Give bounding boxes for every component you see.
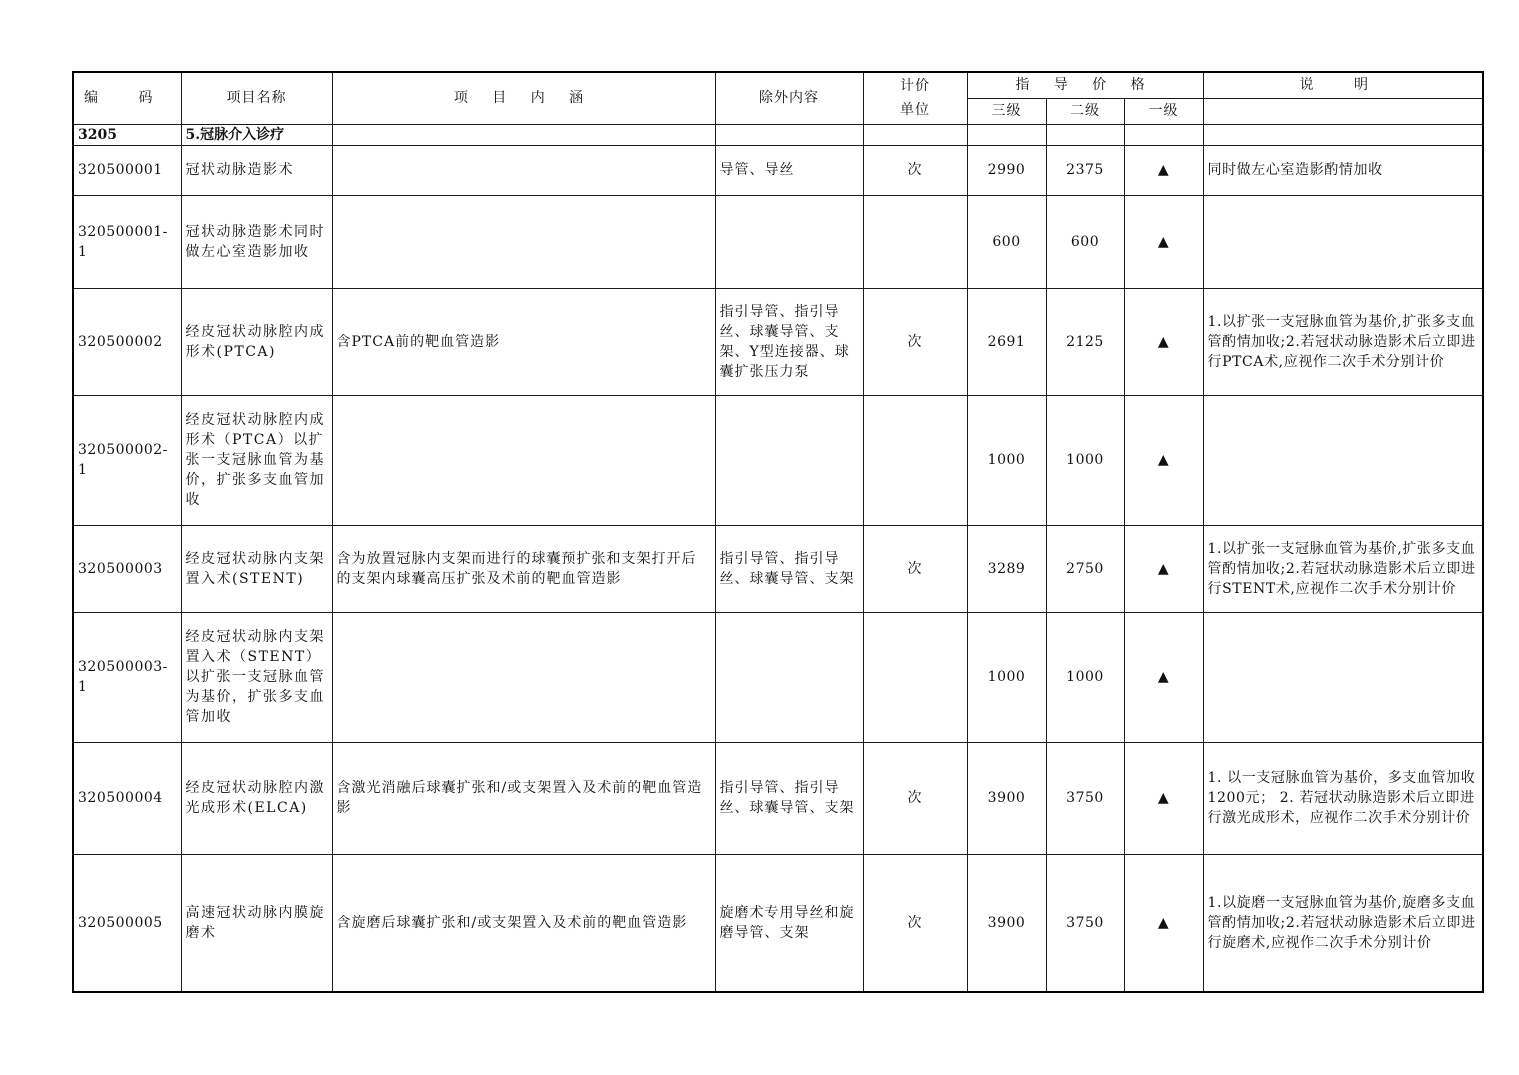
row-content: [332, 145, 715, 195]
row-notes: 1.以扩张一支冠脉血管为基价,扩张多支血管酌情加收;2.若冠状动脉造影术后立即进行STENT术,应视作二次手术分别计价: [1203, 525, 1483, 612]
row-excluded: 导管、导丝: [715, 145, 863, 195]
row-name: 经皮冠状动脉内支架置入术（STENT） 以扩张一支冠脉血管为基价，扩张多支血管加收: [181, 612, 332, 742]
header-level1: 一级: [1124, 98, 1203, 124]
section-cell: [863, 124, 967, 145]
row-level1: ▲: [1124, 145, 1203, 195]
row-content: 含为放置冠脉内支架而进行的球囊预扩张和支架打开后的支架内球囊高压扩张及术前的靶血管造影: [332, 525, 715, 612]
row-notes: [1203, 612, 1483, 742]
row-level3: 2691: [967, 288, 1046, 395]
row-unit: 次: [863, 854, 967, 992]
row-code: 320500005: [73, 854, 181, 992]
row-level1: ▲: [1124, 854, 1203, 992]
section-cell: [967, 124, 1046, 145]
row-unit: [863, 612, 967, 742]
row-level1: ▲: [1124, 742, 1203, 854]
row-level3: 3900: [967, 854, 1046, 992]
header-name: 项目名称: [181, 72, 332, 124]
header-content: 项 目 内 涵: [332, 72, 715, 124]
table-row: [73, 525, 1483, 612]
header-row: [73, 72, 1483, 98]
row-level2: 3750: [1046, 854, 1124, 992]
row-content: [332, 612, 715, 742]
row-level1: ▲: [1124, 195, 1203, 288]
row-code: 320500003: [73, 525, 181, 612]
row-level2: 2375: [1046, 145, 1124, 195]
row-name: 经皮冠状动脉腔内成形术（PTCA）以扩张一支冠脉血管为基价，扩张多支血管加收: [181, 395, 332, 525]
section-cell: [1046, 124, 1124, 145]
row-excluded: 指引导管、指引导丝、球囊导管、支架、Y型连接器、球囊扩张压力泵: [715, 288, 863, 395]
section-cell: [332, 124, 715, 145]
row-name: 经皮冠状动脉内支架置入术(STENT): [181, 525, 332, 612]
row-excluded: [715, 195, 863, 288]
row-level1: ▲: [1124, 395, 1203, 525]
table-row: [73, 195, 1483, 288]
row-code: 320500001-1: [73, 195, 181, 288]
section-row: [73, 124, 1483, 145]
row-level2: 3750: [1046, 742, 1124, 854]
header-unit: 计价 单位: [863, 72, 967, 124]
section-code: 3205: [73, 124, 181, 145]
header-level3: 三级: [967, 98, 1046, 124]
table-row: [73, 742, 1483, 854]
row-name: 经皮冠状动脉腔内激光成形术(ELCA): [181, 742, 332, 854]
row-level3: 3900: [967, 742, 1046, 854]
row-level3: 2990: [967, 145, 1046, 195]
header-price-group: 指 导 价 格: [967, 72, 1203, 98]
row-notes: [1203, 195, 1483, 288]
table-row: [73, 288, 1483, 395]
table-row: [73, 145, 1483, 195]
row-code: 320500002: [73, 288, 181, 395]
row-name: 高速冠状动脉内膜旋磨术: [181, 854, 332, 992]
row-level2: 1000: [1046, 395, 1124, 525]
header-notes-blank: [1203, 98, 1483, 124]
row-name: 经皮冠状动脉腔内成形术(PTCA): [181, 288, 332, 395]
row-unit: 次: [863, 742, 967, 854]
row-code: 320500001: [73, 145, 181, 195]
row-excluded: 指引导管、指引导丝、球囊导管、支架: [715, 525, 863, 612]
row-level2: 2125: [1046, 288, 1124, 395]
row-notes: 1. 以一支冠脉血管为基价，多支血管加收1200元； 2. 若冠状动脉造影术后立即进行激光成形术，应视作二次手术分别计价: [1203, 742, 1483, 854]
section-cell: [1124, 124, 1203, 145]
row-excluded: 旋磨术专用导丝和旋磨导管、支架: [715, 854, 863, 992]
row-content: [332, 395, 715, 525]
row-level3: 3289: [967, 525, 1046, 612]
row-unit: 次: [863, 525, 967, 612]
header-code: 编 码: [73, 72, 181, 124]
header-notes: 说 明: [1203, 72, 1483, 98]
row-code: 320500002-1: [73, 395, 181, 525]
row-level2: 2750: [1046, 525, 1124, 612]
row-code: 320500003-1: [73, 612, 181, 742]
row-excluded: 指引导管、指引导丝、球囊导管、支架: [715, 742, 863, 854]
row-name: 冠状动脉造影术: [181, 145, 332, 195]
header-excluded: 除外内容: [715, 72, 863, 124]
section-cell: [1203, 124, 1483, 145]
row-name: 冠状动脉造影术同时做左心室造影加收: [181, 195, 332, 288]
row-notes: 1.以旋磨一支冠脉血管为基价,旋磨多支血管酌情加收;2.若冠状动脉造影术后立即进行旋磨术,应视作二次手术分别计价: [1203, 854, 1483, 992]
row-level1: ▲: [1124, 525, 1203, 612]
header-level2: 二级: [1046, 98, 1124, 124]
row-level3: 1000: [967, 612, 1046, 742]
row-unit: [863, 195, 967, 288]
row-excluded: [715, 395, 863, 525]
row-level3: 1000: [967, 395, 1046, 525]
section-name: 5.冠脉介入诊疗: [181, 124, 332, 145]
row-notes: 同时做左心室造影酌情加收: [1203, 145, 1483, 195]
row-content: 含旋磨后球囊扩张和/或支架置入及术前的靶血管造影: [332, 854, 715, 992]
row-level1: ▲: [1124, 612, 1203, 742]
row-content: [332, 195, 715, 288]
row-level3: 600: [967, 195, 1046, 288]
row-notes: [1203, 395, 1483, 525]
row-level1: ▲: [1124, 288, 1203, 395]
row-code: 320500004: [73, 742, 181, 854]
section-cell: [715, 124, 863, 145]
row-unit: 次: [863, 145, 967, 195]
table-row: [73, 854, 1483, 992]
row-excluded: [715, 612, 863, 742]
table-row: [73, 612, 1483, 742]
row-level2: 600: [1046, 195, 1124, 288]
row-level2: 1000: [1046, 612, 1124, 742]
row-content: 含激光消融后球囊扩张和/或支架置入及术前的靶血管造影: [332, 742, 715, 854]
row-unit: 次: [863, 288, 967, 395]
row-notes: 1.以扩张一支冠脉血管为基价,扩张多支血管酌情加收;2.若冠状动脉造影术后立即进行PTCA术,应视作二次手术分别计价: [1203, 288, 1483, 395]
row-unit: [863, 395, 967, 525]
price-table: [72, 71, 1484, 993]
row-content: 含PTCA前的靶血管造影: [332, 288, 715, 395]
table-row: [73, 395, 1483, 525]
